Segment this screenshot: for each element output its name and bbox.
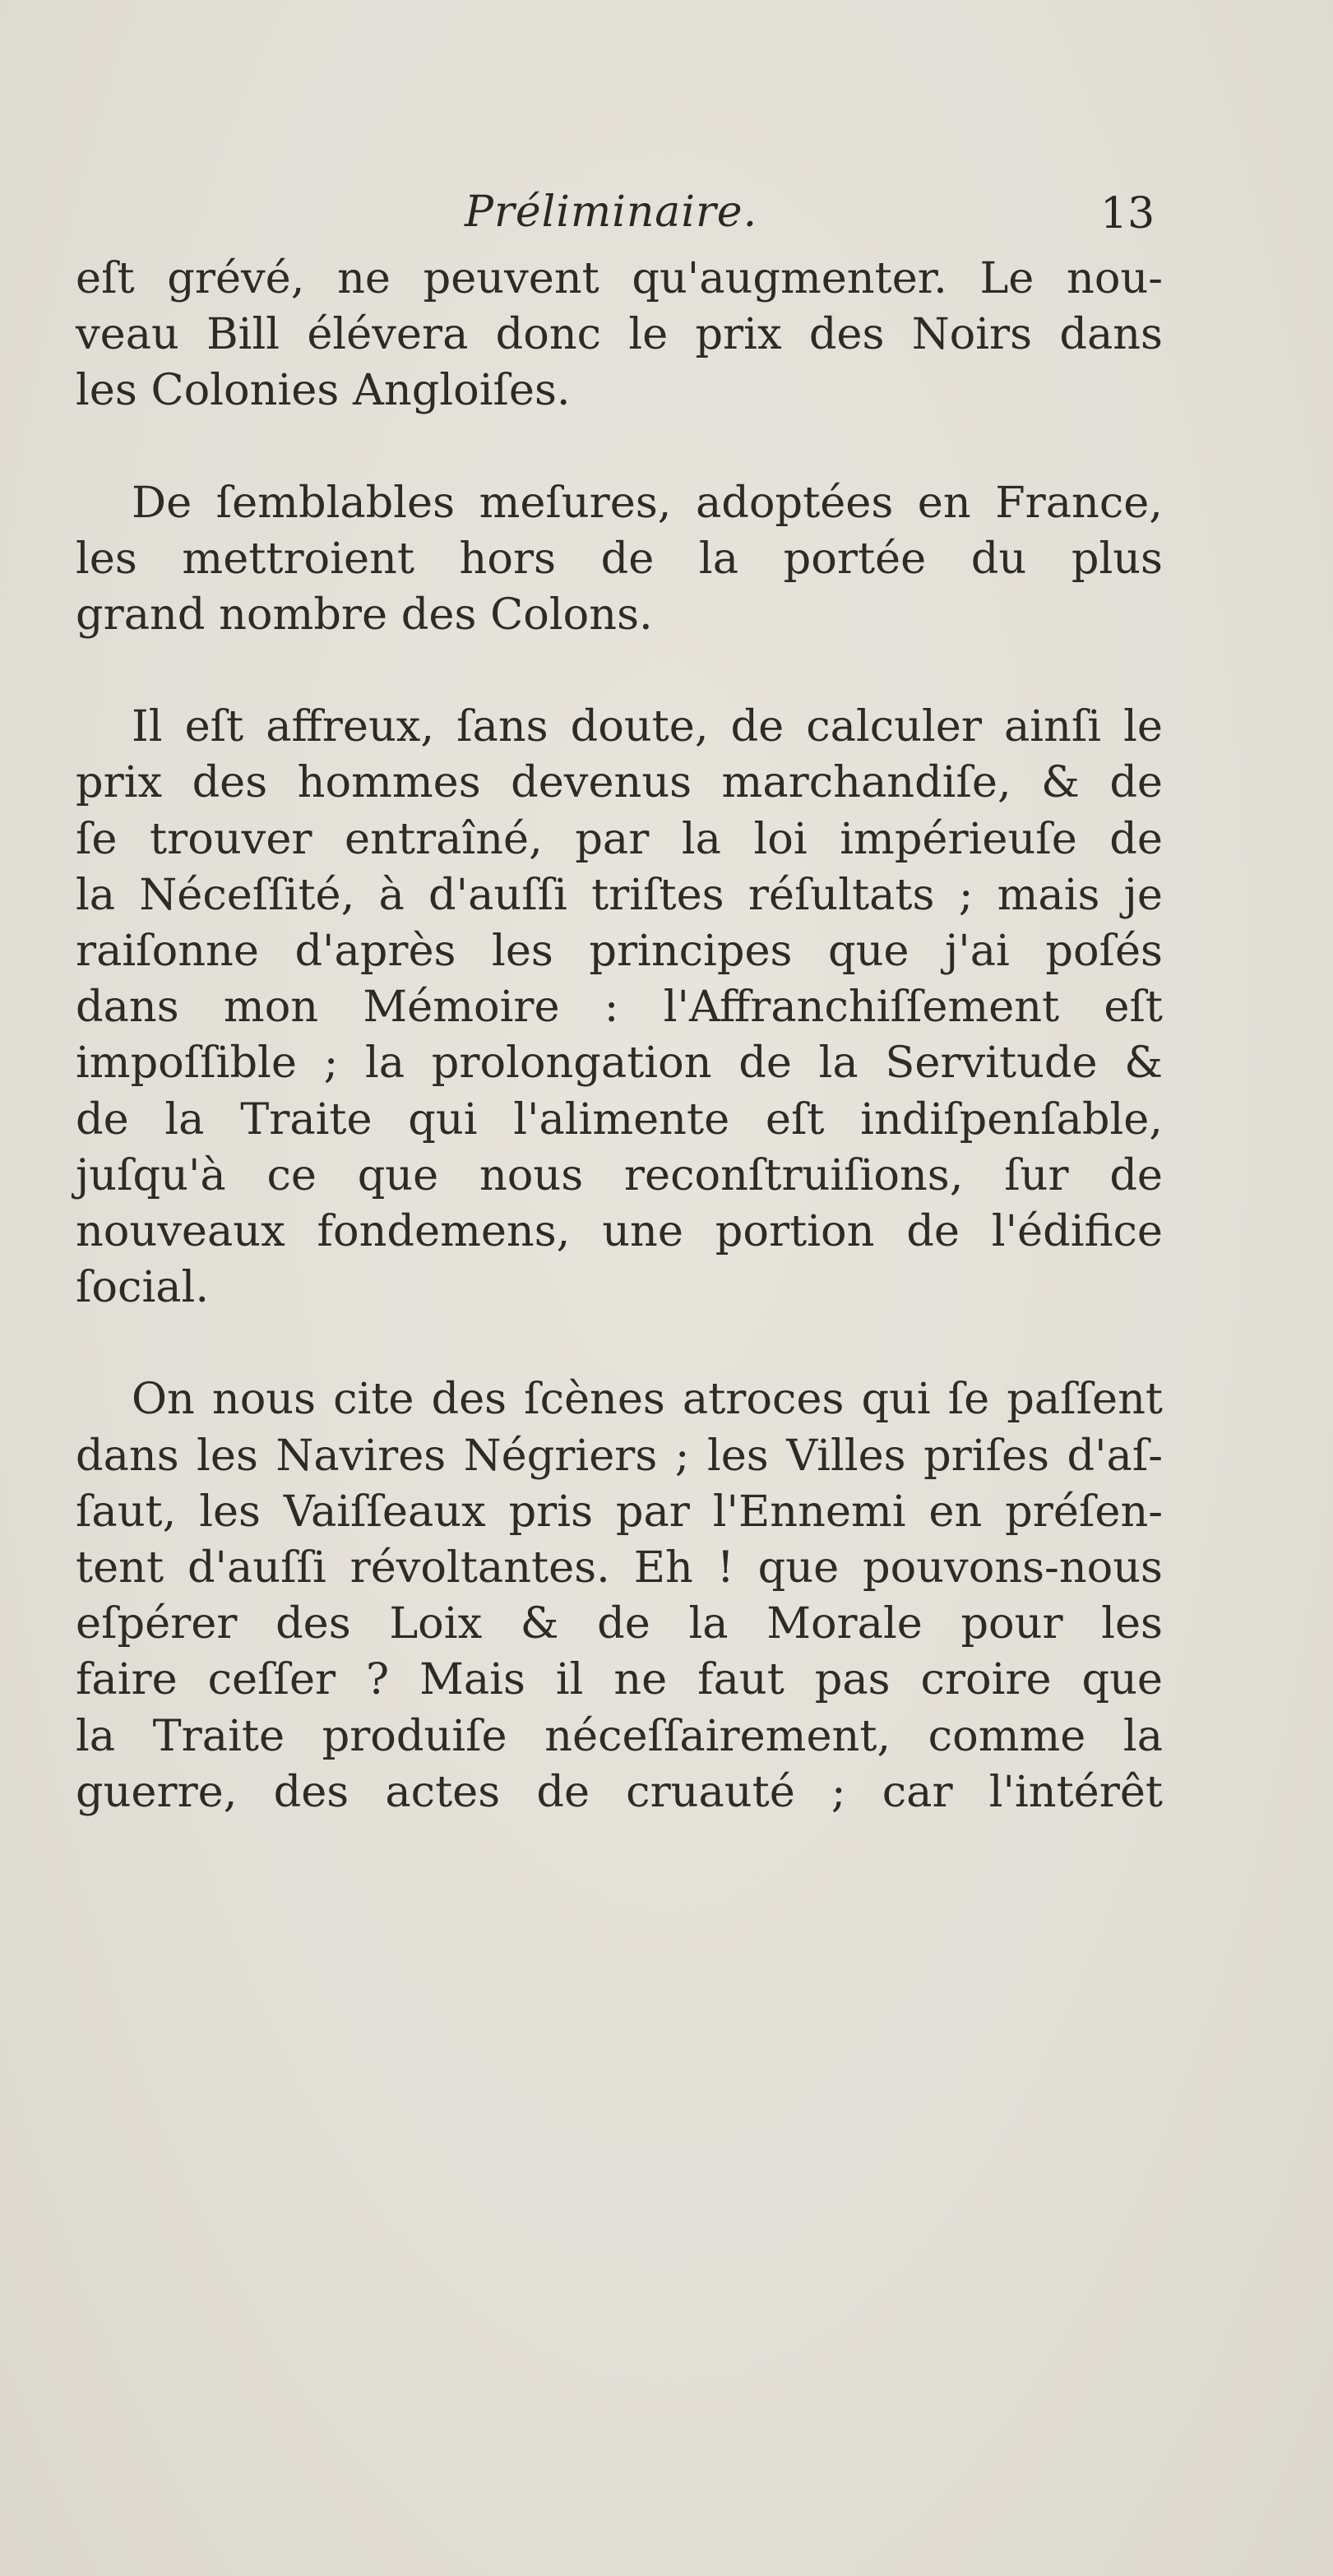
body-text: [76, 251, 1163, 1820]
text-line: ſocial.: [76, 1262, 210, 1313]
text-line: dans mon Mémoire : l'Affranchiſſement eſt: [76, 982, 1163, 1033]
text-line: les Colonies Angloiſes.: [76, 365, 571, 416]
text-line: juſqu'à ce que nous reconſtruiſions, ſur de: [76, 1149, 1163, 1200]
running-title: Préliminaire.: [465, 187, 758, 237]
text-line-indented: De ſemblables meſures, adoptées en France,: [132, 477, 1163, 528]
page-number: 13: [1100, 189, 1155, 238]
text-line: les mettroient hors de la portée du plus: [76, 533, 1163, 584]
text-line: veau Bill élévera donc le prix des Noirs dans: [76, 309, 1163, 360]
page-header: [0, 187, 1333, 245]
paragraph-2: [76, 475, 1163, 644]
text-line: prix des hommes devenus marchandiſe, & de: [76, 757, 1163, 808]
text-line-indented: On nous cite des ſcènes atroces qui ſe paſſent: [132, 1374, 1163, 1425]
text-line-indented: Il eſt affreux, ſans doute, de calculer ainſi le: [132, 701, 1163, 752]
text-line: raiſonne d'après les principes que j'ai poſés: [76, 926, 1163, 977]
text-line: faire ceſſer ? Mais il ne faut pas croire que: [76, 1654, 1163, 1705]
text-line: nouveaux fondemens, une portion de l'édifice: [76, 1206, 1163, 1257]
text-line: eſt grévé, ne peuvent qu'augmenter. Le nou-: [76, 253, 1163, 303]
paragraph-4: [76, 1371, 1163, 1820]
text-line: la Traite produiſe néceſſairement, comme la: [76, 1710, 1163, 1761]
text-line: impoſſible ; la prolongation de la Servitude &: [76, 1038, 1163, 1089]
text-line: ſaut, les Vaiſſeaux pris par l'Ennemi en préſen-: [76, 1486, 1163, 1537]
text-line: de la Traite qui l'alimente eſt indiſpenſable,: [76, 1094, 1163, 1145]
paragraph-3: [76, 699, 1163, 1316]
text-line: guerre, des actes de cruauté ; car l'intérêt: [76, 1766, 1163, 1817]
paragraph-1: [76, 251, 1163, 419]
text-line: tent d'auſſi révoltantes. Eh ! que pouvons-nous: [76, 1542, 1163, 1593]
text-line: grand nombre des Colons.: [76, 590, 653, 641]
text-line: ſe trouver entraîné, par la loi impérieuſe de: [76, 813, 1163, 864]
text-line: dans les Navires Négriers ; les Villes priſes d'aſ-: [76, 1430, 1163, 1481]
text-line: eſpérer des Loix & de la Morale pour les: [76, 1598, 1163, 1649]
text-line: la Néceſſité, à d'auſſi triſtes réſultats ; mais je: [76, 869, 1163, 920]
